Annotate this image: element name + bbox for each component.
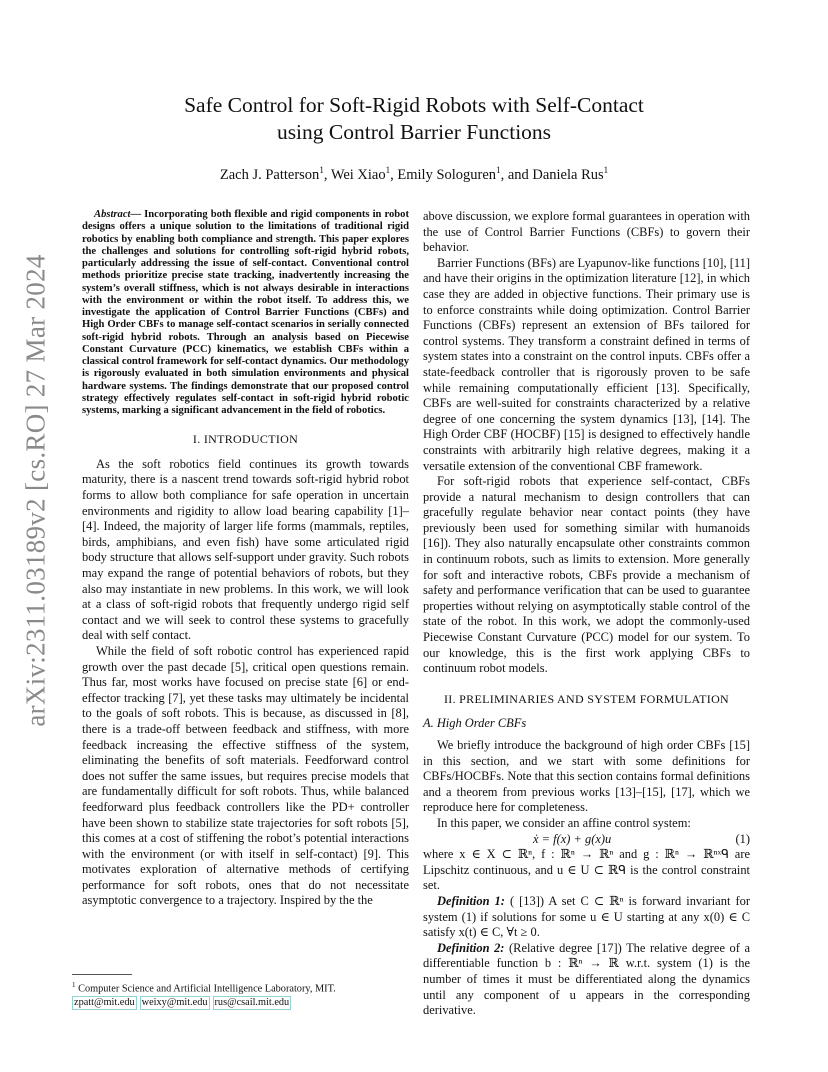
author: Daniela Rus$^1$ (532, 165, 609, 183)
email-link[interactable]: zpatt@mit.edu (72, 996, 137, 1011)
author-list (0, 165, 828, 184)
email-link[interactable]: weixy@mit.edu (140, 996, 210, 1011)
title-line-1: Safe Control for Soft-Rigid Robots with Self-Contact (184, 93, 644, 117)
right-column (423, 209, 750, 1019)
footnote-rule (72, 974, 132, 975)
equation-body: ẋ = f(x) + g(x)u (533, 831, 612, 846)
paragraph-system-description: where x ∈ X ⊂ ℝⁿ, f : ℝⁿ → ℝⁿ and g : ℝⁿ → ℝⁿˣᑫ are Lipschitz continuous, and u ∈ U ⊂ ℝᑫ is the control constraint set. (423, 847, 750, 893)
paragraph-continuation: above discussion, we explore formal guarantees in operation with the use of Control Barrier Functions (CBFs) to govern their behavior. (423, 209, 750, 255)
definition-1-label: Definition 1: (437, 893, 505, 908)
abstract-label: Abstract (94, 209, 131, 220)
footnote-affiliation: Computer Science and Artificial Intelligence Laboratory, MIT. (78, 983, 336, 995)
footnote-marker: 1 (72, 981, 76, 989)
abstract-text: — Incorporating both flexible and rigid components in robot designs offers a unique solution to the limitations of traditional rigid robotics by enabling both compliance and strength. This paper explores the challenges and solutions for controlling soft-rigid hybrid robots, particularly addressing the issue of self-contact. Conventional control methods prioritize precise state tracking, inadvertently increasing the system’s overall stiffness, which is not always desirable in interactions with the environment or within the robot itself. To address this, we investigate the application of Control Barrier Functions (CBFs) and High Order CBFs to manage self-contact scenarios in serially connected soft-rigid hybrid robots. Through an analysis based on Piecewise Constant Curvature (PCC) kinematics, we establish CBFs within a classical control framework for self-contact dynamics. Our methodology is rigorously evaluated in both simulation environments and physical hardware systems. The findings demonstrate that our proposed control strategy effectively regulates self-contact in soft-rigid hybrid robotic systems, marking a significant advancement in the field of robotics. (82, 209, 409, 416)
author: Wei Xiao$^1$, (330, 165, 398, 183)
email-link[interactable]: rus@csail.mit.edu (213, 996, 292, 1011)
subsection-heading-hocbf: A. High Order CBFs (423, 716, 527, 731)
section-heading-preliminaries: II. PRELIMINARIES AND SYSTEM FORMULATION (443, 691, 729, 706)
paragraph-barrier-functions: Barrier Functions (BFs) are Lyapunov-like functions [10], [11] and have their origins in the optimization literature [12], in which case they are added in objective functions. Their primary use is to enforce constraints while doing optimization. Control Barrier Functions (CBFs) represent an extension of BFs tailored for control systems. They transform a constraint defined in terms of system states into a constraint on the control inputs. CBFs offer a state-feedback controller that is rigorously proven to be safe while remaining computationally efficient [13]. Specifically, CBFs are well-suited for constraints characterized by a relative degree of one concerning the system dynamics [13], [14]. The High Order CBF (HOCBF) [15] is designed to effectively handle constraints with arbitrarily high relative degrees, making it a versatile extension of the conventional CBF framework. (423, 255, 750, 473)
definition-2 (423, 941, 750, 1019)
footnote (72, 974, 412, 1010)
paragraph-affine-system: In this paper, we consider an affine control system: (437, 815, 691, 830)
author: Zach J. Patterson$^1$, (219, 165, 331, 183)
paper-title (0, 92, 828, 146)
intro-paragraph-2: While the field of soft robotic control has experienced rapid growth over the past decade [5], critical open questions remain. Thus far, most works have focused on precise state [6] or end-effector tracking [7], yet these tasks may ultimately be incidental to the goals of soft robots. This is because, as discussed in [8], there is a trade-off between feedback and stiffness, with more feedback increasing the effective stiffness of the system, eliminating the benefits of soft materials. Feedforward control does not suffer the same issues, but requires precise models that are fundamentally difficult for soft robots. Thus, while balanced feedforward plus feedback controllers like the PD+ controller have been shown to stabilize state trajectories for soft robots [5], this comes at a cost of stiffening the robot’s potential interactions with the environment (or with itself in self-contact) [9]. This motivates exploration of alternative methods of certifying performance for soft robots, ones that do not necessitate asymptotic convergence to a trajectory. Inspired by the the (82, 643, 409, 908)
paragraph-hocbf-intro: We briefly introduce the background of high order CBFs [15] in this section, and we start with some definitions for CBFs/HOCBFs. Note that this section contains formal definitions and a theorem from previous works [13]–[15], [17], which we reproduce here for completeness. (423, 738, 750, 815)
title-line-2: using Control Barrier Functions (276, 120, 552, 144)
paragraph-soft-rigid-cbfs: For soft-rigid robots that experience self-contact, CBFs provide a natural mechanism to design controllers that can gracefully regulate behavior near contact points (they have previously been used for something similar with humanoids [16]). They also naturally encapsulate other constraints common in continuum robots, such as limits to extension. More generally for soft and interactive robots, CBFs provide a mechanism of safety and performance verification that can be used to guarantee properties without relying on asymptotically stable control of the state of the robot. In this work, we adopt the commonly-used Piecewise Constant Curvature (PCC) model for our system. To our knowledge, this is the first work applying CBFs to continuum robot models. (423, 474, 750, 676)
abstract (82, 209, 409, 417)
definition-1 (423, 894, 750, 941)
arxiv-id: arXiv:2311.03189v2 [cs.RO] 27 Mar 2024 (20, 253, 51, 727)
arxiv-sidebar-stamp (18, 253, 54, 727)
intro-paragraph-1: As the soft robotics field continues its growth towards maturity, there is a nascent trend towards soft-rigid hybrid robot forms to allow both compliance for safe operation in uncertain environments and rigidity to allow load bearing capability [1]–[4]. Indeed, the majority of larger life forms (mammals, reptiles, birds, amphibians, and even fish) have some articulated rigid body structure that allows self-support under gravity. Such robots may expand the range of potential behaviors of robots, but they also may instantiate in new problems. In this work, we will look at a class of soft-rigid robots that frequently undergo rigid self contact and we will seek to control these systems to gracefully deal with self contact. (82, 456, 409, 643)
left-column (82, 209, 409, 909)
definition-2-label: Definition 2: (437, 940, 505, 955)
author: Emily Sologuren$^1$, and (397, 165, 533, 183)
section-heading-introduction: I. INTRODUCTION (192, 432, 299, 447)
equation-1 (423, 832, 750, 848)
definition-1-text: ( [13]) A set C ⊂ ℝⁿ is forward invariant for system (1) if solutions for some u ∈ U starting at any x(0) ∈ C satisfy x(t) ∈ C, ∀t ≥ 0. (423, 893, 750, 940)
definition-2-text: (Relative degree [17]) The relative degree of a differentiable function b : ℝⁿ → ℝ w.r.t. system (1) is the number of times it must be differentiated along the dynamics until any component of u appears in the corresponding derivative. (423, 940, 750, 1018)
equation-number: (1) (735, 831, 750, 846)
